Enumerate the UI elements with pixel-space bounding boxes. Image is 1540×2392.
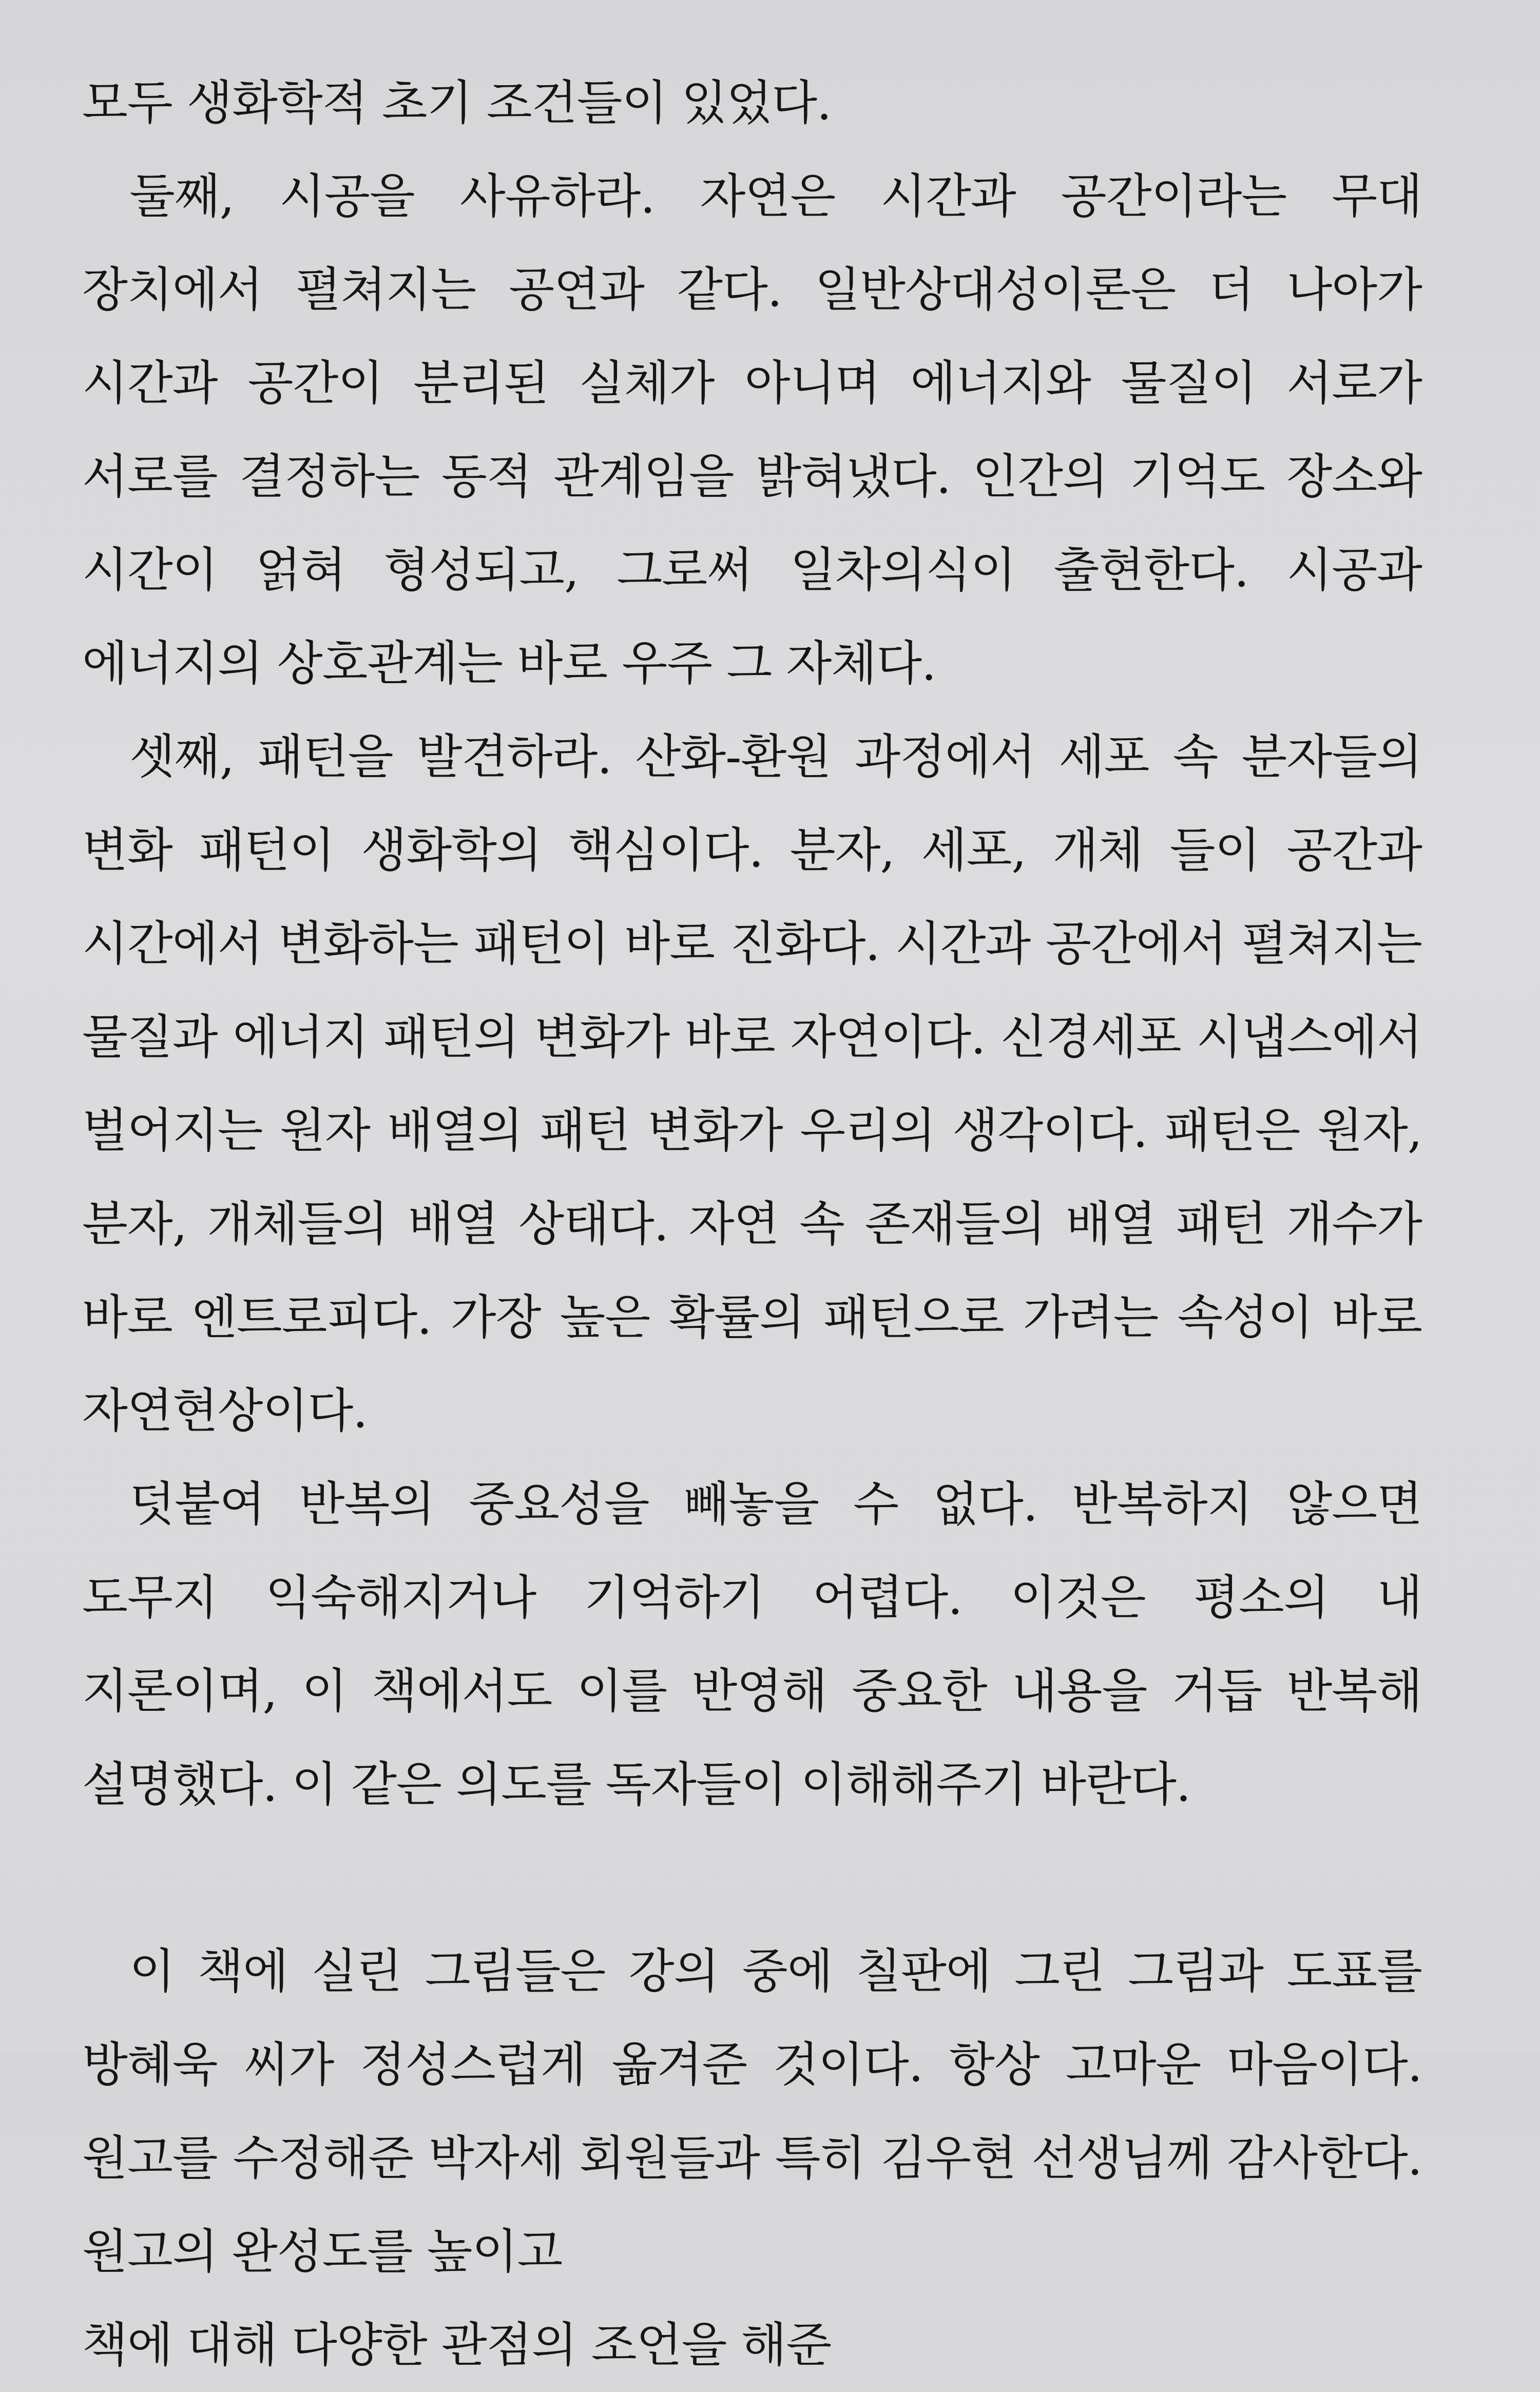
book-page xyxy=(82,56,1422,2392)
acknowledgement-paragraph: 이 책에 실린 그림들은 강의 중에 칠판에 그린 그림과 도표를 방혜욱 씨가 정성스럽게 옮겨준 것이다. 항상 고마운 마음이다. 원고를 수정해준 박자세 회원들과 특히 김우현 선생님께 감사한다. 원고의 완성도를 높이고 xyxy=(82,1944,1422,2279)
paragraph-1: 모두 생화학적 초기 조건들이 있었다. xyxy=(82,75,832,130)
section-gap xyxy=(82,1831,1422,1925)
cut-off-line: 책에 대해 다양한 관점의 조언을 해준 xyxy=(82,2318,832,2372)
paragraph-4: 덧붙여 반복의 중요성을 빼놓을 수 없다. 반복하지 않으면 도무지 익숙해지거나 기억하기 어렵다. 이것은 평소의 내 지론이며, 이 책에서도 이를 반영해 중요한 내용을 거듭 반복해 설명했다. 이 같은 의도를 독자들이 이해해주기 바란다. xyxy=(82,1477,1422,1812)
paragraph-3: 셋째, 패턴을 발견하라. 산화-환원 과정에서 세포 속 분자들의 변화 패턴이 생화학의 핵심이다. 분자, 세포, 개체 들이 공간과 시간에서 변화하는 패턴이 바로 진화다. 시간과 공간에서 펼쳐지는 물질과 에너지 패턴의 변화가 바로 자연이다. 신경세포 시냅스에서 벌어지는 원자 배열의 패턴 변화가 우리의 생각이다. 패턴은 원자, 분자, 개체들의 배열 상태다. 자연 속 존재들의 배열 패턴 개수가 바로 엔트로피다. 가장 높은 확률의 패턴으로 가려는 속성이 바로 자연현상이다. xyxy=(82,729,1422,1438)
paragraph-2: 둘째, 시공을 사유하라. 자연은 시간과 공간이라는 무대 장치에서 펼쳐지는 공연과 같다. 일반상대성이론은 더 나아가 시간과 공간이 분리된 실체가 아니며 에너지와 물질이 서로가 서로를 결정하는 동적 관계임을 밝혀냈다. 인간의 기억도 장소와 시간이 얽혀 형성되고, 그로써 일차의식이 출현한다. 시공과 에너지의 상호관계는 바로 우주 그 자체다. xyxy=(82,169,1422,691)
